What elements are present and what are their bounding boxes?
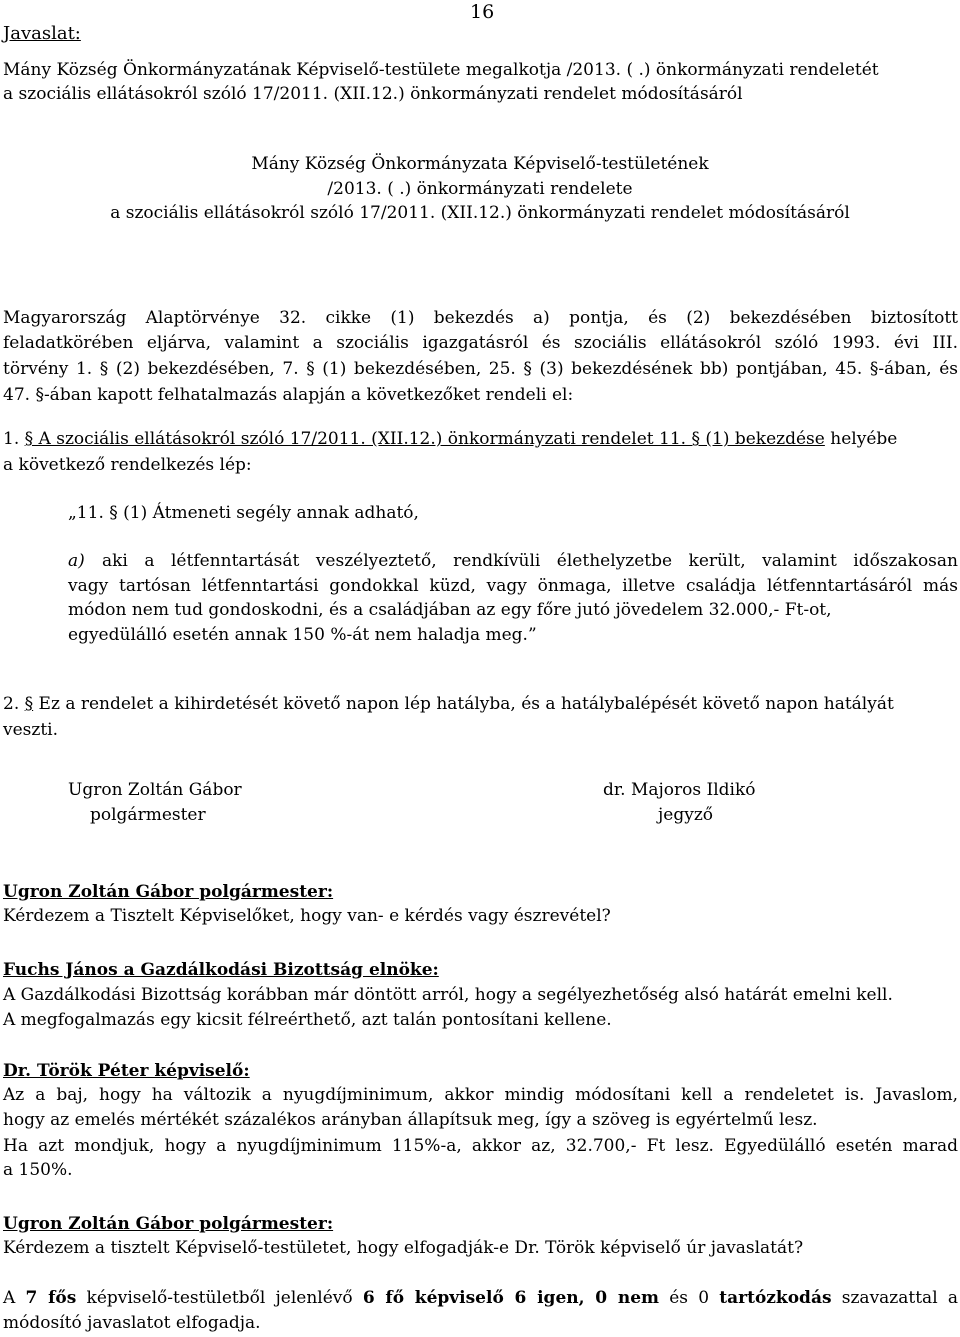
section-2-text: Ez a rendelet a kihirdetését követő napon lép hatályba, és a hatálybalépését követő napon hatályát (38, 694, 894, 714)
decree-title-line-2: /2013. ( .) önkormányzati rendelete (327, 179, 633, 199)
decree-title-line-3: a szociális ellátásokról szóló 17/2011. (XII.12.) önkormányzati rendelet módosításáról (110, 203, 850, 223)
decision-line-2: módosító javaslatot elfogadja. (3, 1313, 261, 1333)
preamble-line-4: 47. §-ában kapott felhatalmazás alapján a következőket rendeli el: (3, 385, 574, 405)
quote-opening: „11. § (1) Átmeneti segély annak adható, (68, 503, 419, 523)
decision-abstention: tartózkodás (719, 1288, 832, 1308)
speech-3-line-3: Ha azt mondjuk, hogy a nyugdíjminimum 115%-a, akkor az, 32.700,- Ft lesz. Egyedülálló esetén marad (3, 1136, 958, 1156)
quote-line-3: módon nem tud gondoskodni, és a családjában az egy főre jutó jövedelem 32.000,- Ft-ot, (68, 600, 832, 620)
section-2-line-1 (3, 692, 894, 716)
quote-item-label: a) (68, 551, 85, 571)
speaker-mayor-2: Ugron Zoltán Gábor polgármester: (3, 1214, 334, 1234)
quote-line-1: aki a létfenntartását veszélyeztető, rendkívüli élethelyzetbe került, valamint időszakosan (102, 551, 958, 571)
signature-right-name: dr. Majoros Ildikó (603, 780, 756, 800)
speech-3-line-1: Az a baj, hogy ha változik a nyugdíjminimum, akkor mindig módosítani kell a rendeletet is. Javaslom, (3, 1085, 958, 1105)
quote-line-4: egyedülálló esetén annak 150 %-át nem haladja meg.” (68, 625, 537, 645)
decision-votes: 6 fő képviselő 6 igen, 0 nem (362, 1288, 659, 1308)
signature-right-title: jegyző (658, 805, 714, 825)
decision-line-1 (3, 1286, 958, 1310)
signature-left-title: polgármester (90, 805, 206, 825)
preamble-line-3: törvény 1. § (2) bekezdésében, 7. § (1) bekezdésében, 25. § (3) bekezdésének bb) pontjában, 45. §-ában, és (3, 359, 958, 379)
speech-2-line-1: A Gazdálkodási Bizottság korábban már döntött arról, hogy a segélyezhetőség alsó határát emelni kell. (3, 985, 893, 1005)
section-1-underlined-text: § A szociális ellátásokról szóló 17/2011. (XII.12.) önkormányzati rendelet 11. § (1) bekezdése (24, 429, 825, 449)
decision-text-2: képviselő-testületből jelenlévő (76, 1288, 363, 1308)
page-number: 16 (470, 1, 495, 23)
quote-line-2: vagy tartósan létfenntartási gondokkal küzd, vagy önmaga, illetve családja létfenntartásáról más (68, 576, 958, 596)
section-2-line-2: veszti. (3, 720, 59, 740)
proposal-label: Javaslat: (3, 23, 81, 44)
section-2-number: 2. (3, 694, 20, 714)
preamble-line-2: feladatkörében eljárva, valamint a szociális igazgatásról és szociális ellátásokról szóló 1993. évi III. (3, 333, 958, 353)
intro-line-1: Mány Község Önkormányzatának Képviselő-testülete megalkotja /2013. ( .) önkormányzati rendeletét (3, 60, 879, 80)
section-2-sign: § (24, 694, 34, 714)
intro-line-2: a szociális ellátásokról szóló 17/2011. (XII.12.) önkormányzati rendelet módosításáról (3, 84, 743, 104)
speech-4-line-1: Kérdezem a tisztelt Képviselő-testületet, hogy elfogadják-e Dr. Török képviselő úr javaslatát? (3, 1238, 804, 1258)
preamble-line-1: Magyarország Alaptörvénye 32. cikke (1) bekezdés a) pontja, és (2) bekezdésében biztosított (3, 308, 958, 328)
speech-3-line-4: a 150%. (3, 1160, 73, 1180)
signature-left-name: Ugron Zoltán Gábor (68, 780, 242, 800)
speech-1-line-1: Kérdezem a Tisztelt Képviselőket, hogy van- e kérdés vagy észrevétel? (3, 906, 611, 926)
speaker-councillor: Dr. Török Péter képviselő: (3, 1061, 250, 1081)
section-1-heading (3, 427, 897, 451)
section-1-number: 1. (3, 429, 20, 449)
speech-2-line-2: A megfogalmazás egy kicsit félreérthető, azt talán pontosítani kellene. (3, 1010, 612, 1030)
speech-3-line-2: hogy az emelés mértékét százalékos arányban állapítsuk meg, így a szöveg is egyértelmű lesz. (3, 1110, 818, 1130)
decision-members-total: 7 fős (25, 1288, 77, 1308)
decree-title-line-1: Mány Község Önkormányzata Képviselő-testületének (251, 154, 709, 174)
decision-text-3: és 0 (659, 1288, 720, 1308)
section-1-rest: helyébe (824, 429, 898, 449)
decision-text-4: szavazattal a (831, 1288, 958, 1308)
section-1-line-2: a következő rendelkezés lép: (3, 455, 252, 475)
speaker-mayor-1: Ugron Zoltán Gábor polgármester: (3, 882, 334, 902)
decision-text-1: A (3, 1288, 26, 1308)
speaker-committee-chair: Fuchs János a Gazdálkodási Bizottság elnöke: (3, 960, 439, 980)
